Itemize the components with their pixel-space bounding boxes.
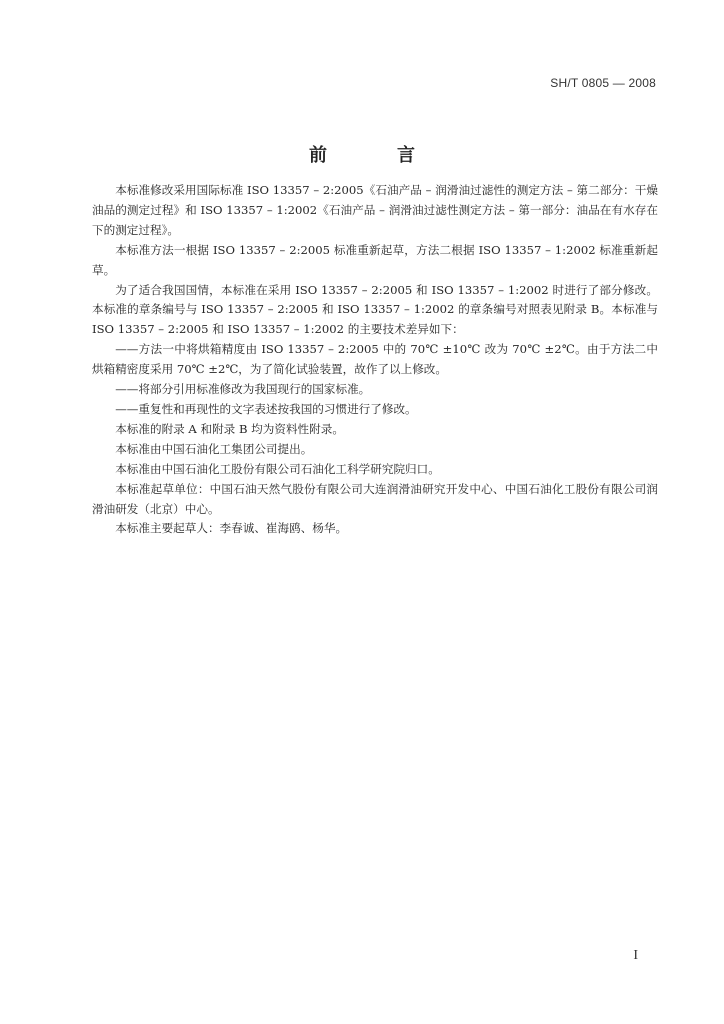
paragraph-modifications: 为了适合我国国情，本标准在采用 ISO 13357 – 2:2005 和 ISO 13357 – 1:2002 时进行了部分修改。本标准的章条编号与 ISO 13357 – 2:2005 和 ISO 13357 – 1:2002 的章条编号对照表见附录 B。本标准与 ISO 13357 – 2:2005 和 ISO 13357 – 1:2002 的主要技术差异如下： xyxy=(92,282,658,337)
paragraph-drafting-basis: 本标准方法一根据 ISO 13357 – 2:2005 标准重新起草，方法二根据 ISO 13357 – 1:2002 标准重新起草。 xyxy=(92,242,658,277)
standard-code: SH/T 0805 — 2008 xyxy=(550,76,656,90)
paragraph-repeatability: ——重复性和再现性的文字表述按我国的习惯进行了修改。 xyxy=(115,401,417,416)
page-number: I xyxy=(633,948,638,963)
paragraph-referenced-standards: ——将部分引用标准修改为我国现行的国家标准。 xyxy=(115,382,371,397)
preface-body xyxy=(92,181,658,539)
paragraph-proposed-by: 本标准由中国石油化工集团公司提出。 xyxy=(115,441,313,456)
paragraph-adoption: 本标准修改采用国际标准 ISO 13357 – 2:2005《石油产品 – 润滑油过滤性的测定方法 – 第二部分：干燥油品的测定过程》和 ISO 13357 – 1:2002《石油产品 – 润滑油过滤性测定方法 – 第一部分：油品在有水存在下的测定过程》。 xyxy=(92,183,658,237)
paragraph-drafters: 本标准主要起草人：李春诚、崔海鸥、杨华。 xyxy=(115,521,348,536)
paragraph-under-jurisdiction: 本标准由中国石油化工股份有限公司石油化工科学研究院归口。 xyxy=(115,461,440,476)
page-title: 前 言 xyxy=(309,145,441,166)
paragraph-annexes: 本标准的附录 A 和附录 B 均为资料性附录。 xyxy=(115,421,344,436)
paragraph-drafting-units: 本标准起草单位：中国石油天然气股份有限公司大连润滑油研究开发中心、中国石油化工股份有限公司润滑油研发（北京）中心。 xyxy=(92,481,658,516)
paragraph-oven-precision: ——方法一中将烘箱精度由 ISO 13357 – 2:2005 中的 70℃ ±10℃ 改为 70℃ ±2℃。由于方法二中烘箱精密度采用 70℃ ±2℃，为了简化试验装置，故作了以上修改。 xyxy=(92,342,658,377)
